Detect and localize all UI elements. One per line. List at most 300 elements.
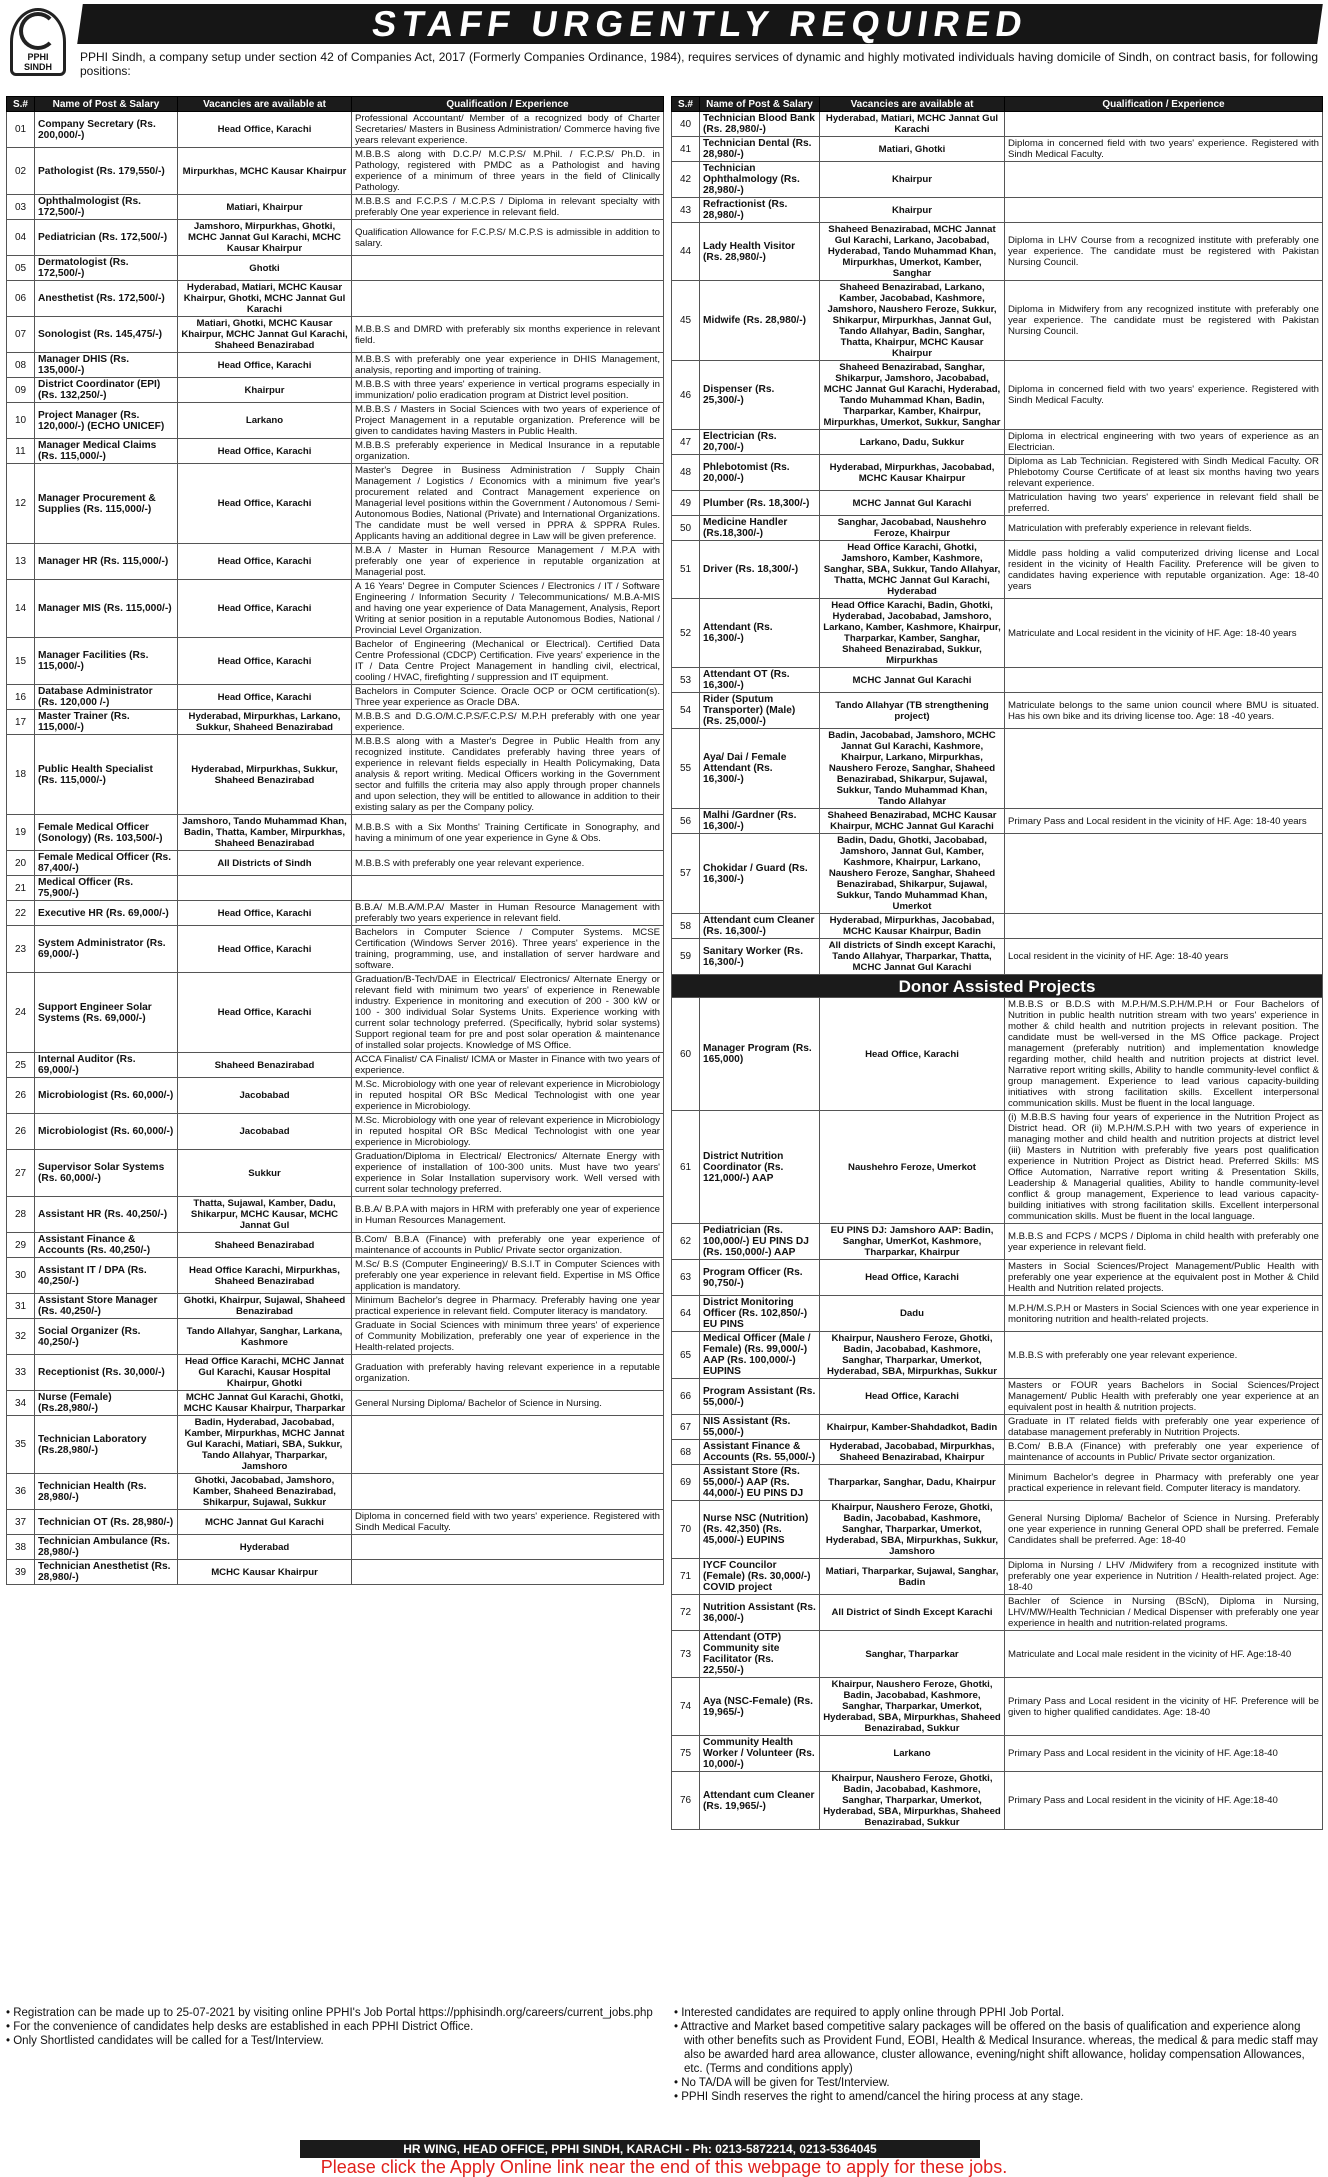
table-row bbox=[672, 1440, 1323, 1465]
row-number: 66 bbox=[672, 1379, 700, 1415]
vacancy-locations: MCHC Kausar Khairpur bbox=[178, 1560, 352, 1585]
post-and-salary: Dispenser (Rs. 25,300/-) bbox=[700, 361, 820, 430]
post-and-salary: Nurse (Female) (Rs.28,980/-) bbox=[35, 1391, 178, 1416]
col-sno: S.# bbox=[7, 97, 35, 112]
col-post: Name of Post & Salary bbox=[700, 97, 820, 112]
vacancy-locations: Badin, Hyderabad, Jacobabad, Kamber, Mirpurkhas, MCHC Jannat Gul Karachi, Matiari, SBA, Sukkur, Tando Allahyar, Tharparkar, Jamshoro bbox=[178, 1416, 352, 1474]
vacancy-locations: Khairpur, Naushero Feroze, Ghotki, Badin, Jacobabad, Kashmore, Sanghar, Tharparkar, Umerkot, Hyderabad, SBA, Mirpurkhas, Sukkur, Jamshoro bbox=[820, 1501, 1005, 1559]
vacancy-locations: Shaheed Benazirabad bbox=[178, 1053, 352, 1078]
qualification-text: Graduation/B-Tech/DAE in Electrical/ Electronics/ Alternate Energy or relevant field with minimum two years' of experience in Renewable industry. Experience in monitoring and execution of 200 - 300 kW or 100 - 300 individual Solar Systems Units. Experience working with current solar technology preferred. (Specifically, hybrid solar systems) Support regional team for pre and post solar operation & maintenance of installed solar projects. Knowledge of MS Office. bbox=[352, 973, 664, 1053]
row-number: 16 bbox=[7, 685, 35, 710]
table-row bbox=[672, 1631, 1323, 1678]
vacancy-locations: Hyderabad bbox=[178, 1535, 352, 1560]
table-row bbox=[7, 317, 664, 353]
qualification-text: Diploma as Lab Technician. Registered with Sindh Medical Faculty. OR Phlebotomy Course Certificate of at least six months having two years relevant experience. bbox=[1005, 455, 1323, 491]
footer-note: • For the convenience of candidates help desks are established in each PPHI District Office. bbox=[6, 2021, 474, 2033]
qualification-text: Matriculation having two years' experience in relevant field shall be preferred. bbox=[1005, 491, 1323, 516]
row-number: 40 bbox=[672, 112, 700, 137]
vacancy-locations: Tando Allahyar (TB strengthening project) bbox=[820, 693, 1005, 729]
table-row bbox=[672, 516, 1323, 541]
table-row bbox=[672, 491, 1323, 516]
vacancy-locations: Shaheed Benazirabad, Sanghar, Shikarpur, Jamshoro, Jacobabad, MCHC Jannat Gul Karachi, Hyderabad, Tando Muhammad Khan, Badin, Tharparkar, Kamber, Khairpur, Mirpurkhas, Umerkot, Sukkur, Sanghar bbox=[820, 361, 1005, 430]
row-number: 53 bbox=[672, 668, 700, 693]
vacancy-locations: Larkano bbox=[820, 1736, 1005, 1772]
vacancy-locations: Head Office, Karachi bbox=[178, 439, 352, 464]
table-row bbox=[7, 876, 664, 901]
table-row bbox=[7, 851, 664, 876]
qualification-text: Matriculation with preferably experience in relevant fields. bbox=[1005, 516, 1323, 541]
row-number: 62 bbox=[672, 1224, 700, 1260]
qualification-text bbox=[1005, 162, 1323, 198]
footer-note: • Attractive and Market based competitive salary packages will be offered on the basis of qualification and experience along with other benefits such as Provident Fund, EOBI, Health & Medical Insurance. whereas, the medical & para medic staff may also be awarded hard area allowance, cluster allowance, evening/night shift allowance, holiday compensation Allowances, etc. (Terms and conditions apply) bbox=[674, 2021, 1318, 2075]
table-row bbox=[672, 198, 1323, 223]
vacancy-locations: All District of Sindh Except Karachi bbox=[820, 1595, 1005, 1631]
qualification-text: M.Sc. Microbiology with one year of relevant experience in Microbiology in reputed hospital OR BSc Medical Technologist with one year experience in Microbiology. bbox=[352, 1114, 664, 1150]
qualification-text bbox=[352, 1416, 664, 1474]
table-row bbox=[7, 1535, 664, 1560]
post-and-salary: Support Engineer Solar Systems (Rs. 69,000/-) bbox=[35, 973, 178, 1053]
vacancy-locations: Head Office, Karachi bbox=[178, 464, 352, 544]
table-row bbox=[672, 914, 1323, 939]
qualification-text: Diploma in concerned field with two years' experience. Registered with Sindh Medical Faculty. bbox=[1005, 361, 1323, 430]
table-row bbox=[672, 809, 1323, 834]
row-number: 44 bbox=[672, 223, 700, 281]
intro-paragraph: PPHI Sindh, a company setup under section 42 of Companies Act, 2017 (Formerly Companies Ordinance, 1984), requires services of dynamic and highly motivated individuals having domicile of Sindh, on contract basis, for following positions: bbox=[80, 50, 1318, 78]
qualification-text: M.B.B.S with a Six Months' Training Certificate in Sonography, and having a minimum of one year experience in Gyne & Obs. bbox=[352, 815, 664, 851]
post-and-salary: Anesthetist (Rs. 172,500/-) bbox=[35, 281, 178, 317]
table-row bbox=[7, 901, 664, 926]
vacancy-locations: Hyderabad, Matiari, MCHC Jannat Gul Karachi bbox=[820, 112, 1005, 137]
qualification-text: ACCA Finalist/ CA Finalist/ ICMA or Master in Finance with two years of experience. bbox=[352, 1053, 664, 1078]
post-and-salary: Manager Facilities (Rs. 115,000/-) bbox=[35, 638, 178, 685]
note-help-desk: For the convenience of candidates help desks are established in each PPHI District Office. bbox=[13, 2021, 474, 2033]
footer-right bbox=[674, 2006, 1322, 2104]
qualification-text: Diploma in Nursing / LHV /Midwifery from a recognized institute with preferably one year experience in Nutrition / Health-related project. Age: 18-40 bbox=[1005, 1559, 1323, 1595]
vacancy-locations: Hyderabad, Mirpurkhas, Jacobabad, MCHC Kausar Khairpur, Badin bbox=[820, 914, 1005, 939]
post-and-salary: Sonologist (Rs. 145,475/-) bbox=[35, 317, 178, 353]
qualification-text: B.B.A/ B.P.A with majors in HRM with preferably one year of experience in Human Resources Management. bbox=[352, 1197, 664, 1233]
post-and-salary: Rider (Sputum Transporter) (Male) (Rs. 25,000/-) bbox=[700, 693, 820, 729]
vacancy-locations: Matiari, Ghotki bbox=[820, 137, 1005, 162]
vacancy-locations: Matiari, Khairpur bbox=[178, 195, 352, 220]
qualification-text: M.B.B.S with preferably one year relevant experience. bbox=[352, 851, 664, 876]
table-row bbox=[7, 112, 664, 148]
pphi-logo bbox=[10, 8, 66, 76]
row-number: 54 bbox=[672, 693, 700, 729]
post-and-salary: Manager Medical Claims (Rs. 115,000/-) bbox=[35, 439, 178, 464]
row-number: 52 bbox=[672, 599, 700, 668]
post-and-salary: Attendant OT (Rs. 16,300/-) bbox=[700, 668, 820, 693]
table-header-row bbox=[672, 97, 1323, 112]
post-and-salary: District Coordinator (EPI) (Rs. 132,250/-) bbox=[35, 378, 178, 403]
table-row bbox=[7, 1150, 664, 1197]
vacancy-locations: Shaheed Benazirabad, MCHC Jannat Gul Karachi, Larkano, Jacobabad, Hyderabad, Tando Muhammad Khan, Mirpurkhas, Umerkot, Kamber, Sanghar bbox=[820, 223, 1005, 281]
qualification-text: Qualification Allowance for F.C.P.S/ M.C.P.S is admissible in addition to salary. bbox=[352, 220, 664, 256]
table-row bbox=[7, 1560, 664, 1585]
table-row bbox=[672, 729, 1323, 809]
note-no-tada: No TA/DA will be given for Test/Interview. bbox=[681, 2077, 890, 2089]
table-row bbox=[7, 1233, 664, 1258]
vacancy-locations: Ghotki, Jacobabad, Jamshoro, Kamber, Shaheed Benazirabad, Shikarpur, Sujawal, Sukkur bbox=[178, 1474, 352, 1510]
post-and-salary: Pediatrician (Rs. 172,500/-) bbox=[35, 220, 178, 256]
row-number: 36 bbox=[7, 1474, 35, 1510]
table-row bbox=[7, 815, 664, 851]
post-and-salary: Dermatologist (Rs. 172,500/-) bbox=[35, 256, 178, 281]
apply-online-note: Please click the Apply Online link near the end of this webpage to apply for these jobs. bbox=[320, 2157, 1008, 2177]
table-row bbox=[672, 361, 1323, 430]
post-and-salary: Nutrition Assistant (Rs. 36,000/-) bbox=[700, 1595, 820, 1631]
headline: STAFF URGENTLY REQUIRED bbox=[77, 4, 1323, 44]
table-header-row bbox=[7, 97, 664, 112]
vacancy-locations: Hyderabad, Mirpurkhas, Jacobabad, MCHC Kausar Khairpur bbox=[820, 455, 1005, 491]
table-row bbox=[672, 668, 1323, 693]
table-row bbox=[7, 1416, 664, 1474]
row-number: 30 bbox=[7, 1258, 35, 1294]
vacancy-locations bbox=[178, 876, 352, 901]
note-reserves-right: PPHI Sindh reserves the right to amend/cancel the hiring process at any stage. bbox=[681, 2091, 1084, 2103]
footer-note: • Interested candidates are required to apply online through PPHI Job Portal. bbox=[674, 2007, 1065, 2019]
qualification-text: M.B.B.S / Masters in Social Sciences with two years of experience of Project Management in a reputable organization. Preference will be given to candidates having Masters in Public Health. bbox=[352, 403, 664, 439]
post-and-salary: Microbiologist (Rs. 60,000/-) bbox=[35, 1114, 178, 1150]
post-and-salary: Technician Dental (Rs. 28,980/-) bbox=[700, 137, 820, 162]
post-and-salary: Attendant cum Cleaner (Rs. 19,965/-) bbox=[700, 1772, 820, 1830]
col-qualification: Qualification / Experience bbox=[352, 97, 664, 112]
table-row bbox=[672, 1260, 1323, 1296]
row-number: 48 bbox=[672, 455, 700, 491]
row-number: 38 bbox=[7, 1535, 35, 1560]
row-number: 58 bbox=[672, 914, 700, 939]
table-row bbox=[7, 148, 664, 195]
header bbox=[0, 0, 1328, 95]
qualification-text bbox=[1005, 914, 1323, 939]
qualification-text: A 16 Years' Degree in Computer Sciences / Electronics / IT / Software Engineering / Information Security / Telecommunications/ M.B.A-MIS and having one year experience of Data Management, Analysis, Report Writing at senior position in a reputable Autonomous Bodies, National / Provincial Level Organization. bbox=[352, 580, 664, 638]
logo-ring-icon bbox=[19, 12, 57, 50]
post-and-salary: Master Trainer (Rs. 115,000/-) bbox=[35, 710, 178, 735]
hr-contact-bar: HR WING, HEAD OFFICE, PPHI SINDH, KARACHI - Ph: 0213-5872214, 0213-5364045 bbox=[300, 2140, 980, 2158]
post-and-salary: Malhi /Gardner (Rs. 16,300/-) bbox=[700, 809, 820, 834]
post-and-salary: Nurse NSC (Nutrition) (Rs. 42,350) (Rs. 45,000/-) EUPINS bbox=[700, 1501, 820, 1559]
row-number: 45 bbox=[672, 281, 700, 361]
row-number: 67 bbox=[672, 1415, 700, 1440]
post-and-salary: Internal Auditor (Rs. 69,000/-) bbox=[35, 1053, 178, 1078]
row-number: 13 bbox=[7, 544, 35, 580]
row-number: 28 bbox=[7, 1197, 35, 1233]
table-row bbox=[672, 137, 1323, 162]
row-number: 59 bbox=[672, 939, 700, 975]
qualification-text: Diploma in concerned field with two years' experience. Registered with Sindh Medical Faculty. bbox=[1005, 137, 1323, 162]
vacancy-locations: Ghotki, Khairpur, Sujawal, Shaheed Benazirabad bbox=[178, 1294, 352, 1319]
note-shortlisted: Only Shortlisted candidates will be called for a Test/Interview. bbox=[13, 2035, 324, 2047]
row-number: 61 bbox=[672, 1111, 700, 1224]
table-row bbox=[7, 1474, 664, 1510]
table-row bbox=[7, 378, 664, 403]
qualification-text: Minimum Bachelor's degree in Pharmacy. Preferably having one year practical experience in relevant field. Computer literacy is mandatory. bbox=[352, 1294, 664, 1319]
qualification-text: Middle pass holding a valid computerized driving license and Local resident in the vicinity of Health Facility. Preference will be given to candidates having experience with reputable organization. Age: 18-40 years bbox=[1005, 541, 1323, 599]
table-row bbox=[672, 281, 1323, 361]
vacancy-locations: Larkano bbox=[178, 403, 352, 439]
post-and-salary: District Monitoring Officer (Rs. 102,850/-) EU PINS bbox=[700, 1296, 820, 1332]
qualification-text: Professional Accountant/ Member of a recognized body of Charter Secretaries/ Masters in Business Administration/ Commerce having five years relevant experience. bbox=[352, 112, 664, 148]
row-number: 42 bbox=[672, 162, 700, 198]
row-number: 31 bbox=[7, 1294, 35, 1319]
vacancy-locations: Head Office, Karachi bbox=[178, 901, 352, 926]
table-row bbox=[672, 1678, 1323, 1736]
col-vacancies: Vacancies are available at bbox=[178, 97, 352, 112]
row-number: 20 bbox=[7, 851, 35, 876]
footer-note: • PPHI Sindh reserves the right to amend/cancel the hiring process at any stage. bbox=[674, 2091, 1084, 2103]
row-number: 51 bbox=[672, 541, 700, 599]
post-and-salary: Pathologist (Rs. 179,550/-) bbox=[35, 148, 178, 195]
post-and-salary: Aya/ Dai / Female Attendant (Rs. 16,300/-) bbox=[700, 729, 820, 809]
qualification-text: Bachelor of Engineering (Mechanical or Electrical). Certified Data Centre Professional (CDCP) Certification. Five years' experience in the IT / Data Centre Project Management in handling civil, electrical, cooling / HVAC, firefighting / suppression and IT equipment. bbox=[352, 638, 664, 685]
qualification-text: M.B.B.S with preferably one year relevant experience. bbox=[1005, 1332, 1323, 1379]
post-and-salary: District Nutrition Coordinator (Rs. 121,000/-) AAP bbox=[700, 1111, 820, 1224]
qualification-text bbox=[1005, 198, 1323, 223]
row-number: 65 bbox=[672, 1332, 700, 1379]
qualification-text bbox=[1005, 729, 1323, 809]
post-and-salary: Technician OT (Rs. 28,980/-) bbox=[35, 1510, 178, 1535]
vacancy-locations: Head Office, Karachi bbox=[178, 112, 352, 148]
qualification-text: M.Sc. Microbiology with one year of relevant experience in Microbiology in reputed hospital OR BSc Medical Technologist with one year experience in Microbiology. bbox=[352, 1078, 664, 1114]
vacancy-locations: Sukkur bbox=[178, 1150, 352, 1197]
table-row bbox=[672, 112, 1323, 137]
post-and-salary: Manager HR (Rs. 115,000/-) bbox=[35, 544, 178, 580]
post-and-salary: Manager Procurement & Supplies (Rs. 115,000/-) bbox=[35, 464, 178, 544]
row-number: 73 bbox=[672, 1631, 700, 1678]
right-table-body bbox=[672, 112, 1323, 1830]
row-number: 76 bbox=[672, 1772, 700, 1830]
table-row bbox=[672, 998, 1323, 1111]
qualification-text: M.Sc/ B.S (Computer Engineering)/ B.S.I.T in Computer Sciences with preferably one year experience in relevant field. Expertise in MS Office application is mandatory. bbox=[352, 1258, 664, 1294]
vacancy-locations: Jamshoro, Tando Muhammad Khan, Badin, Thatta, Kamber, Mirpurkhas, Shaheed Benazirabad bbox=[178, 815, 352, 851]
vacancy-locations: Head Office Karachi, Mirpurkhas, Shaheed Benazirabad bbox=[178, 1258, 352, 1294]
qualification-text: M.B.B.S and DMRD with preferably six months experience in relevant field. bbox=[352, 317, 664, 353]
footer-note: • Registration can be made up to 25-07-2021 by visiting online PPHI's Job Portal https://pphisindh.org/careers/current_jobs.php bbox=[6, 2007, 653, 2019]
post-and-salary: Assistant HR (Rs. 40,250/-) bbox=[35, 1197, 178, 1233]
row-number: 72 bbox=[672, 1595, 700, 1631]
left-table-body bbox=[7, 112, 664, 1585]
vacancy-locations: Khairpur bbox=[820, 162, 1005, 198]
vacancy-locations: Badin, Jacobabad, Jamshoro, MCHC Jannat Gul Karachi, Kashmore, Khairpur, Larkano, Mirpurkhas, Naushero Feroze, Sanghar, Shaheed Benazirabad, Shikarpur, Sujawal, Sukkur, Tando Muhammad Khan, Tando Allahyar bbox=[820, 729, 1005, 809]
footer-left bbox=[6, 2006, 666, 2048]
post-and-salary: IYCF Councilor (Female) (Rs. 30,000/-) COVID project bbox=[700, 1559, 820, 1595]
qualification-text: Graduation with preferably having relevant experience in a reputable organization. bbox=[352, 1355, 664, 1391]
table-row bbox=[7, 1114, 664, 1150]
post-and-salary: Manager DHIS (Rs. 135,000/-) bbox=[35, 353, 178, 378]
vacancy-locations: Khairpur bbox=[178, 378, 352, 403]
qualification-text: M.B.B.S along with a Master's Degree in Public Health from any recognized institute. Candidates preferably having three years of experience in relevant fields especially in Health Policymaking, Data analysis & report writing. Medical Officers working in the Government sector and fulfills the criteria may also apply through proper channels and upon selection, they will be entitled to allowance in addition to their existing salary as per the Company policy. bbox=[352, 735, 664, 815]
post-and-salary: Database Administrator (Rs. 120,000 /-) bbox=[35, 685, 178, 710]
row-number: 29 bbox=[7, 1233, 35, 1258]
row-number: 35 bbox=[7, 1416, 35, 1474]
row-number: 47 bbox=[672, 430, 700, 455]
post-and-salary: Technician Anesthetist (Rs. 28,980/-) bbox=[35, 1560, 178, 1585]
table-row bbox=[7, 256, 664, 281]
qualification-text: B.Com/ B.B.A (Finance) with preferably one year experience of maintenance of accounts in Public/ Private sector organization. bbox=[1005, 1440, 1323, 1465]
table-row bbox=[672, 541, 1323, 599]
table-row bbox=[672, 599, 1323, 668]
table-row bbox=[672, 939, 1323, 975]
table-row bbox=[7, 195, 664, 220]
qualification-text: Graduate in Social Sciences with minimum three years' of experience of Community Mobilization, preferably one year of experience in the Health-related projects. bbox=[352, 1319, 664, 1355]
vacancy-locations: All districts of Sindh except Karachi, Tando Allahyar, Tharparkar, Thatta, MCHC Jannat Gul Karachi bbox=[820, 939, 1005, 975]
post-and-salary: Assistant Store Manager (Rs. 40,250/-) bbox=[35, 1294, 178, 1319]
table-row bbox=[672, 162, 1323, 198]
table-row bbox=[7, 1319, 664, 1355]
vacancy-locations: MCHC Jannat Gul Karachi bbox=[178, 1510, 352, 1535]
row-number: 37 bbox=[7, 1510, 35, 1535]
post-and-salary: Company Secretary (Rs. 200,000/-) bbox=[35, 112, 178, 148]
col-sno: S.# bbox=[672, 97, 700, 112]
post-and-salary: Social Organizer (Rs. 40,250/-) bbox=[35, 1319, 178, 1355]
vacancy-locations: Khairpur, Kamber-Shahdadkot, Badin bbox=[820, 1415, 1005, 1440]
vacancy-locations: Head Office, Karachi bbox=[178, 926, 352, 973]
qualification-text: M.B.B.S preferably experience in Medical Insurance in a reputable organization. bbox=[352, 439, 664, 464]
row-number: 09 bbox=[7, 378, 35, 403]
table-row bbox=[672, 834, 1323, 914]
table-row bbox=[7, 1391, 664, 1416]
qualification-text: M.B.B.S along with D.C.P/ M.C.P.S/ M.Phil. / F.C.P.S/ Ph.D. in Pathology, registered with PMDC as a Pathologist and having experience of a minimum of three years in the field of Clinically Pathology. bbox=[352, 148, 664, 195]
qualification-text: Diploma in LHV Course from a recognized institute with preferably one year experience. The candidate must be registered with Pakistan Nursing Council. bbox=[1005, 223, 1323, 281]
post-and-salary: Plumber (Rs. 18,300/-) bbox=[700, 491, 820, 516]
post-and-salary: Technician Laboratory (Rs.28,980/-) bbox=[35, 1416, 178, 1474]
qualification-text bbox=[1005, 112, 1323, 137]
post-and-salary: Supervisor Solar Systems (Rs. 60,000/-) bbox=[35, 1150, 178, 1197]
row-number: 04 bbox=[7, 220, 35, 256]
col-qualification: Qualification / Experience bbox=[1005, 97, 1323, 112]
row-number: 01 bbox=[7, 112, 35, 148]
row-number: 43 bbox=[672, 198, 700, 223]
post-and-salary: Project Manager (Rs. 120,000/-) (ECHO UNICEF) bbox=[35, 403, 178, 439]
table-row bbox=[672, 430, 1323, 455]
row-number: 12 bbox=[7, 464, 35, 544]
post-and-salary: Aya (NSC-Female) (Rs. 19,965/-) bbox=[700, 1678, 820, 1736]
post-and-salary: Medical Officer (Male / Female) (Rs. 99,000/-) AAP (Rs. 100,000/-) EUPINS bbox=[700, 1332, 820, 1379]
vacancy-locations: Shaheed Benazirabad, MCHC Kausar Khairpur, MCHC Jannat Gul Karachi bbox=[820, 809, 1005, 834]
row-number: 21 bbox=[7, 876, 35, 901]
qualification-text bbox=[352, 281, 664, 317]
qualification-text: Matriculate and Local male resident in the vicinity of HF. Age:18-40 bbox=[1005, 1631, 1323, 1678]
vacancy-locations: Jamshoro, Mirpurkhas, Ghotki, MCHC Jannat Gul Karachi, MCHC Kausar Khairpur bbox=[178, 220, 352, 256]
post-and-salary: Technician Ambulance (Rs. 28,980/-) bbox=[35, 1535, 178, 1560]
table-row bbox=[7, 1078, 664, 1114]
vacancy-locations: Head Office Karachi, Badin, Ghotki, Hyderabad, Jacobabad, Jamshoro, Larkano, Kamber, Kashmore, Khairpur, Tharparkar, Kamber, Sanghar, Shaheed Benazirabad, Sukkur, Mirpurkhas bbox=[820, 599, 1005, 668]
row-number: 46 bbox=[672, 361, 700, 430]
qualification-text: Masters in Social Sciences/Project Management/Public Health with preferably one year experience at the equivalent post in Mother & Child Health and Nutrition related projects. bbox=[1005, 1260, 1323, 1296]
post-and-salary: Public Health Specialist (Rs. 115,000/-) bbox=[35, 735, 178, 815]
qualification-text: Matriculate and Local resident in the vicinity of HF. Age: 18-40 years bbox=[1005, 599, 1323, 668]
row-number: 56 bbox=[672, 809, 700, 834]
logo-text: PPHI SINDH bbox=[23, 52, 52, 72]
post-and-salary: Phlebotomist (Rs. 20,000/-) bbox=[700, 455, 820, 491]
qualification-text: Diploma in concerned field with two years' experience. Registered with Sindh Medical Faculty. bbox=[352, 1510, 664, 1535]
post-and-salary: Female Medical Officer (Sonology) (Rs. 103,500/-) bbox=[35, 815, 178, 851]
vacancy-locations: Head Office, Karachi bbox=[820, 998, 1005, 1111]
vacancy-locations: Head Office Karachi, MCHC Jannat Gul Karachi, Kausar Hospital Khairpur, Ghotki bbox=[178, 1355, 352, 1391]
table-row bbox=[672, 1465, 1323, 1501]
vacancy-locations: Khairpur, Naushero Feroze, Ghotki, Badin, Jacobabad, Kashmore, Sanghar, Tharparkar, Umerkot, Hyderabad, SBA, Mirpurkhas, Shaheed Benazirabad, Sukkur bbox=[820, 1678, 1005, 1736]
row-number: 19 bbox=[7, 815, 35, 851]
vacancy-locations: Head Office, Karachi bbox=[178, 638, 352, 685]
vacancy-locations: Khairpur, Naushero Feroze, Ghotki, Badin, Jacobabad, Kashmore, Sanghar, Tharparkar, Umerkot, Hyderabad, SBA, Mirpurkhas, Shaheed Benazirabad, Sukkur bbox=[820, 1772, 1005, 1830]
row-number: 69 bbox=[672, 1465, 700, 1501]
qualification-text: Primary Pass and Local resident in the vicinity of HF. Age:18-40 bbox=[1005, 1772, 1323, 1830]
qualification-text bbox=[352, 1560, 664, 1585]
vacancy-locations: Head Office, Karachi bbox=[178, 544, 352, 580]
positions-table-right bbox=[671, 96, 1323, 1830]
qualification-text: Graduate in IT related fields with preferably one year experience of database management preferably in Nutrition Projects. bbox=[1005, 1415, 1323, 1440]
table-row bbox=[672, 1772, 1323, 1830]
vacancy-locations: EU PINS DJ: Jamshoro AAP: Badin, Sanghar, UmerKot, Kashmore, Tharparkar, Khairpur bbox=[820, 1224, 1005, 1260]
row-number: 33 bbox=[7, 1355, 35, 1391]
qualification-text: M.B.B.S with three years' experience in vertical programs especially in immunization/ polio eradication program at District level position. bbox=[352, 378, 664, 403]
table-row bbox=[672, 1415, 1323, 1440]
table-row bbox=[7, 1258, 664, 1294]
post-and-salary: Executive HR (Rs. 69,000/-) bbox=[35, 901, 178, 926]
row-number: 32 bbox=[7, 1319, 35, 1355]
vacancy-locations: Head Office, Karachi bbox=[820, 1260, 1005, 1296]
qualification-text: B.B.A/ M.B.A/M.P.A/ Master in Human Resource Management with preferably two years experience in relevant field. bbox=[352, 901, 664, 926]
row-number: 03 bbox=[7, 195, 35, 220]
row-number: 18 bbox=[7, 735, 35, 815]
post-and-salary: Refractionist (Rs. 28,980/-) bbox=[700, 198, 820, 223]
row-number: 74 bbox=[672, 1678, 700, 1736]
post-and-salary: Assistant IT / DPA (Rs. 40,250/-) bbox=[35, 1258, 178, 1294]
section-header-row bbox=[672, 975, 1323, 998]
post-and-salary: System Administrator (Rs. 69,000/-) bbox=[35, 926, 178, 973]
note-salary-package: Attractive and Market based competitive salary packages will be offered on the basis of qualification and experience along with other benefits such as Provident Fund, EOBI, Health & Medical Insurance. whereas, the medical & para medic staff may also be awarded hard area allowance, cluster allowance, evening/night shift allowance, holiday compensation Allowances, etc. (Terms and conditions apply) bbox=[680, 2021, 1318, 2075]
vacancy-locations: Sanghar, Jacobabad, Naushehro Feroze, Khairpur bbox=[820, 516, 1005, 541]
row-number: 15 bbox=[7, 638, 35, 685]
qualification-text: M.P.H/M.S.P.H or Masters in Social Sciences with one year experience in monitoring nutrition and health-related projects. bbox=[1005, 1296, 1323, 1332]
note-registration: Registration can be made up to 25-07-2021 by visiting online PPHI's Job Portal https://pphisindh.org/careers/current_jobs.php bbox=[13, 2007, 653, 2019]
vacancy-locations: Thatta, Sujawal, Kamber, Dadu, Shikarpur, MCHC Kausar, MCHC Jannat Gul bbox=[178, 1197, 352, 1233]
qualification-text bbox=[1005, 668, 1323, 693]
row-number: 06 bbox=[7, 281, 35, 317]
row-number: 23 bbox=[7, 926, 35, 973]
qualification-text: Bachelors in Computer Science. Oracle OCP or OCM certification(s). Three year experience as Oracle DBA. bbox=[352, 685, 664, 710]
vacancy-locations: All Districts of Sindh bbox=[178, 851, 352, 876]
qualification-text: General Nursing Diploma/ Bachelor of Science in Nursing. Preferably one year experience in running General OPD shall be preferred. Female Candidates shall be preferred. Age: 18-40 bbox=[1005, 1501, 1323, 1559]
table-row bbox=[7, 926, 664, 973]
row-number: 11 bbox=[7, 439, 35, 464]
vacancy-locations: MCHC Jannat Gul Karachi bbox=[820, 668, 1005, 693]
table-row bbox=[7, 973, 664, 1053]
post-and-salary: Ophthalmologist (Rs. 172,500/-) bbox=[35, 195, 178, 220]
table-row bbox=[7, 281, 664, 317]
row-number: 26 bbox=[7, 1114, 35, 1150]
post-and-salary: Medical Officer (Rs. 75,900/-) bbox=[35, 876, 178, 901]
row-number: 26 bbox=[7, 1078, 35, 1114]
row-number: 17 bbox=[7, 710, 35, 735]
post-and-salary: Midwife (Rs. 28,980/-) bbox=[700, 281, 820, 361]
qualification-text: M.B.B.S and D.G.O/M.C.P.S/F.C.P.S/ M.P.H preferably with one year experience. bbox=[352, 710, 664, 735]
post-and-salary: Receptionist (Rs. 30,000/-) bbox=[35, 1355, 178, 1391]
row-number: 07 bbox=[7, 317, 35, 353]
qualification-text: M.B.B.S or B.D.S with M.P.H/M.S.P.H/M.P.H or Four Bachelors of Nutrition in public health nutrition stream with two years' experience in mother & child health and nutrition projects in relevant position. The candidate must be well-versed in the MS Office package. Project management (preferably nutrition) and implementation knowledge regarding mother, child health and nutrition projects at district level. Narrative report writing skills, Ability to handle community-level conflict & group management. Experience to lead various capacity-building initiatives with strong facilitation skills. Excellent interpersonal communication skills. Must be fluent in the local language. bbox=[1005, 998, 1323, 1111]
vacancy-locations: MCHC Jannat Gul Karachi, Ghotki, MCHC Kausar Khairpur, Tharparkar bbox=[178, 1391, 352, 1416]
qualification-text: Diploma in electrical engineering with two years of experience as an Electrician. bbox=[1005, 430, 1323, 455]
row-number: 25 bbox=[7, 1053, 35, 1078]
qualification-text: Diploma in Midwifery from any recognized institute with preferably one year experience. The candidate must be registered with Pakistan Nursing Council. bbox=[1005, 281, 1323, 361]
vacancy-locations: Head Office, Karachi bbox=[178, 973, 352, 1053]
qualification-text: Bachler of Science in Nursing (BScN), Diploma in Nursing, LHV/MW/Health Technician / Medical Dispenser with preferably one year experience in health and nutrition-related programs. bbox=[1005, 1595, 1323, 1631]
table-row bbox=[7, 1197, 664, 1233]
vacancy-locations: Head Office, Karachi bbox=[178, 685, 352, 710]
post-and-salary: Chokidar / Guard (Rs. 16,300/-) bbox=[700, 834, 820, 914]
vacancy-locations: Khairpur, Naushero Feroze, Ghotki, Badin, Jacobabad, Kashmore, Sanghar, Tharparkar, Umerkot, Hyderabad, SBA, Mirpurkhas, Sukkur bbox=[820, 1332, 1005, 1379]
post-and-salary: Technician Health (Rs. 28,980/-) bbox=[35, 1474, 178, 1510]
